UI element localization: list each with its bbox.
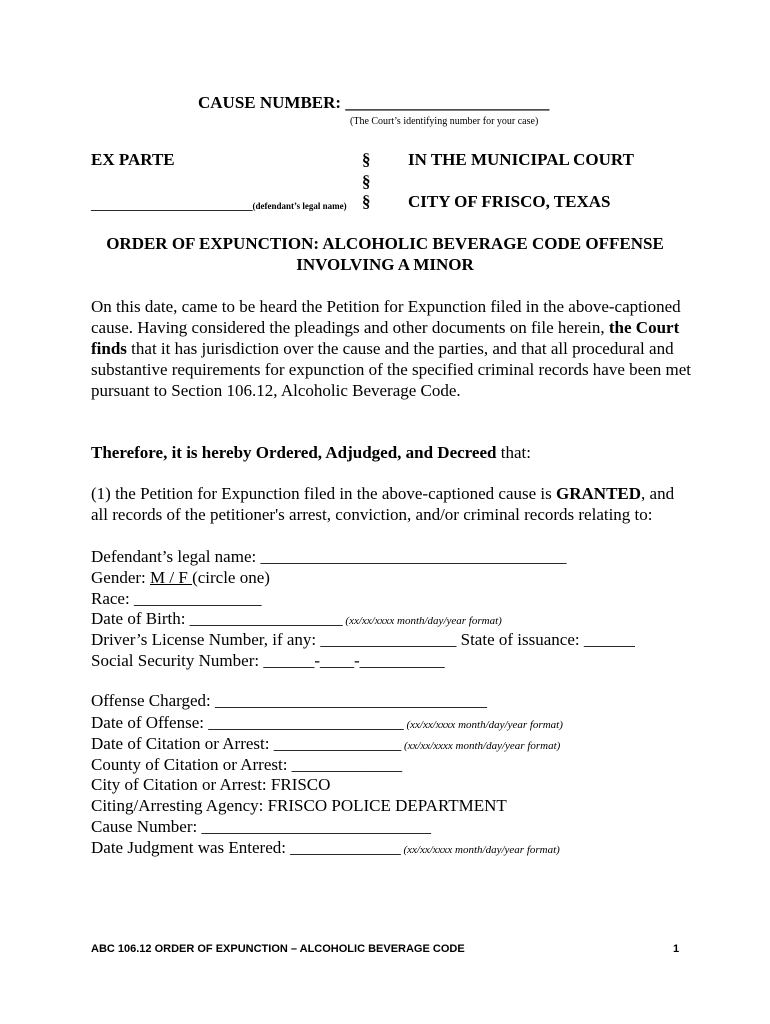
defendant-blank: ___________________ <box>91 194 253 213</box>
agency-field: Citing/Arresting Agency: FRISCO POLICE DEPARTMENT <box>91 796 507 815</box>
gender-field <box>91 567 270 588</box>
date-of-offense-label: Date of Offense: _______________________ <box>91 713 404 732</box>
defendant-note: (defendant’s legal name) <box>252 201 347 211</box>
cause-number-line: Cause Number: ___________________________ <box>91 817 431 836</box>
intro-paragraph <box>91 296 691 401</box>
section-symbol: § <box>362 192 371 211</box>
therefore-bold: Therefore, it is hereby Ordered, Adjudged, and Decreed <box>91 443 497 462</box>
offense-charged-field: Offense Charged: ________________________________ <box>91 691 488 710</box>
item-1-text-end: , and all records of the petitioner's arrest, conviction, and/or criminal records relating to: <box>91 484 675 524</box>
county-field: County of Citation or Arrest: _____________ <box>91 755 403 774</box>
race-field: Race: _______________ <box>91 589 262 608</box>
intro-text-end: that it has jurisdiction over the cause and the parties, and that all procedural and substantive requirements for expunction of the specified criminal records have been met pursuant to Section 106.12, Alcoholic Beverage Code. <box>91 339 691 400</box>
intro-text: On this date, came to be heard the Petition for Expunction filed in the above-captioned cause. Having considered the pleadings and other documents on file herein, <box>91 297 681 337</box>
date-of-citation-label: Date of Citation or Arrest: _______________ <box>91 734 402 753</box>
section-symbol: § <box>362 172 371 191</box>
legal-name-field: Defendant’s legal name: ____________________________________ <box>91 547 567 566</box>
item-1-paragraph <box>91 483 691 525</box>
drivers-license-field: Driver’s License Number, if any: ________________ State of issuance: ______ <box>91 630 635 649</box>
cause-number-field: CAUSE NUMBER: ________________________ <box>198 93 550 112</box>
gender-value: M / F <box>150 568 193 587</box>
defendant-name-line <box>91 194 347 214</box>
intro-bold: the Court finds <box>91 318 680 358</box>
section-symbol: § <box>362 150 371 169</box>
page-number: 1 <box>673 943 680 955</box>
item-1-text: (1) the Petition for Expunction filed in the above-captioned cause is <box>91 484 557 503</box>
granted-text: GRANTED <box>556 484 642 503</box>
cause-number-note: (The Court’s identifying number for your case) <box>350 116 539 127</box>
court-name: IN THE MUNICIPAL COURT <box>408 150 634 169</box>
ssn-field: Social Security Number: ______-____-__________ <box>91 651 445 670</box>
gender-note: (circle one) <box>192 568 270 587</box>
ex-parte-label: EX PARTE <box>91 150 175 169</box>
dob-label: Date of Birth: __________________ <box>91 609 343 628</box>
date-of-offense-format: (xx/xx/xxxx month/day/year format) <box>403 719 563 731</box>
date-of-citation-format: (xx/xx/xxxx month/day/year format) <box>401 740 561 752</box>
document-title: ORDER OF EXPUNCTION: ALCOHOLIC BEVERAGE CODE OFFENSE INVOLVING A MINOR <box>106 234 664 274</box>
city-field: City of Citation or Arrest: FRISCO <box>91 775 331 794</box>
dob-format: (xx/xx/xxxx month/day/year format) <box>342 615 502 627</box>
date-judgment-field <box>91 837 560 861</box>
footer-label: ABC 106.12 ORDER OF EXPUNCTION – ALCOHOLIC BEVERAGE CODE <box>91 943 465 955</box>
date-judgment-format: (xx/xx/xxxx month/day/year format) <box>400 844 560 856</box>
court-city: CITY OF FRISCO, TEXAS <box>408 192 611 211</box>
date-judgment-label: Date Judgment was Entered: _____________ <box>91 838 401 857</box>
therefore-rest: that: <box>496 443 531 462</box>
gender-label: Gender: <box>91 568 151 587</box>
therefore-line <box>91 442 531 463</box>
